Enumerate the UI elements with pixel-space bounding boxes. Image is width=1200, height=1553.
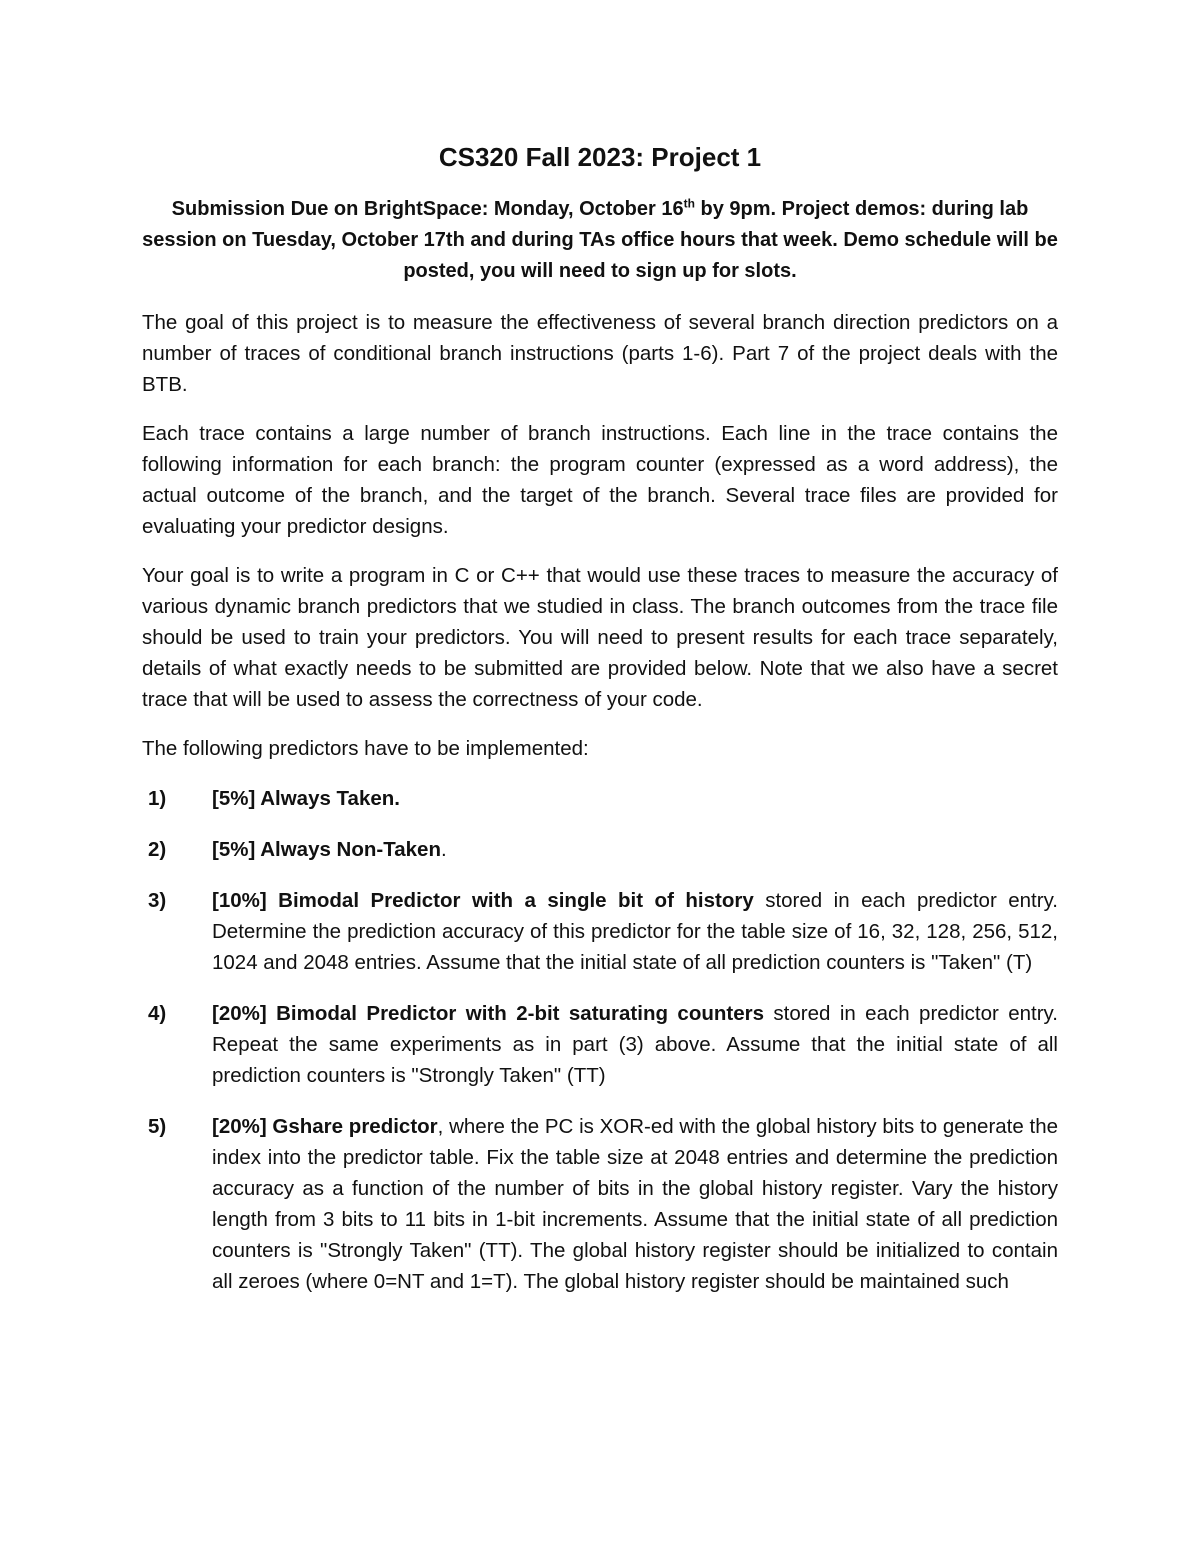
ordinal-suffix: th [683, 196, 695, 211]
list-item-heading: [5%] Always Non-Taken [212, 838, 441, 861]
document-title: CS320 Fall 2023: Project 1 [438, 142, 762, 172]
list-item-number: 3) [148, 889, 167, 912]
paragraph-program: Your goal is to write a program in C or C++ that would use these traces to measure the accuracy of various dynamic branch predictors that we studied in class. The branch outcomes from the trace file should be used to train your predictors. You will need to present results for each trace separately, details of what exactly needs to be submitted are provided below. Note that we also have a secret trace that will be used to assess the correctness of your code. [142, 564, 1058, 711]
paragraph-trace: Each trace contains a large number of branch instructions. Each line in the trace contains the following information for each branch: the program counter (expressed as a word address), the actual outcome of the branch, and the target of the branch. Several trace files are provided for evaluating your predictor designs. [142, 422, 1058, 538]
list-item-number: 4) [148, 1002, 167, 1025]
submission-info-part2: by 9pm. Project demos: during lab session on Tuesday, October 17th and during TAs office hours that week. Demo schedule will be posted, you will need to sign up for slots. [142, 198, 1058, 282]
list-item [142, 1111, 1058, 1297]
predictor-list [142, 783, 1058, 1297]
list-item [142, 885, 1058, 978]
submission-info [142, 194, 1058, 287]
list-item [142, 998, 1058, 1091]
list-item-number: 1) [148, 787, 167, 810]
list-item-heading: [10%] Bimodal Predictor with a single bit of history [212, 889, 754, 912]
list-item-text: , where the PC is XOR-ed with the global history bits to generate the index into the predictor table. Fix the table size at 2048 entries and determine the prediction accuracy as a function of the number of bits in the global history register. Vary the history length from 3 bits to 11 bits in 1-bit increments. Assume that the initial state of all prediction counters is "Strongly Taken" (TT). The global history register should be initialized to contain all zeroes (where 0=NT and 1=T). The global history register should be maintained such [212, 1115, 1059, 1293]
list-item-heading: [20%] Gshare predictor [212, 1115, 438, 1138]
list-item-text: stored in each predictor entry. Repeat the same experiments as in part (3) above. Assume that the initial state of all prediction counters is "Strongly Taken" (TT) [212, 1002, 1058, 1087]
paragraph-goal: The goal of this project is to measure the effectiveness of several branch direction predictors on a number of traces of conditional branch instructions (parts 1-6). Part 7 of the project deals with the BTB. [142, 311, 1058, 396]
paragraph-predictors-intro: The following predictors have to be implemented: [142, 737, 589, 760]
list-item [142, 783, 1058, 814]
list-item [142, 834, 1058, 865]
list-item-text: stored in each predictor entry. Determine the prediction accuracy of this predictor for the table size of 16, 32, 128, 256, 512, 1024 and 2048 entries. Assume that the initial state of all prediction counters is "Taken" (T) [212, 889, 1059, 974]
list-item-text: . [440, 838, 447, 861]
list-item-number: 2) [148, 838, 167, 861]
list-item-heading: [5%] Always Taken. [212, 787, 400, 810]
submission-info-part1: Submission Due on BrightSpace: Monday, October 16 [171, 198, 684, 220]
list-item-heading: [20%] Bimodal Predictor with 2-bit saturating counters [212, 1002, 764, 1025]
list-item-number: 5) [148, 1115, 167, 1138]
